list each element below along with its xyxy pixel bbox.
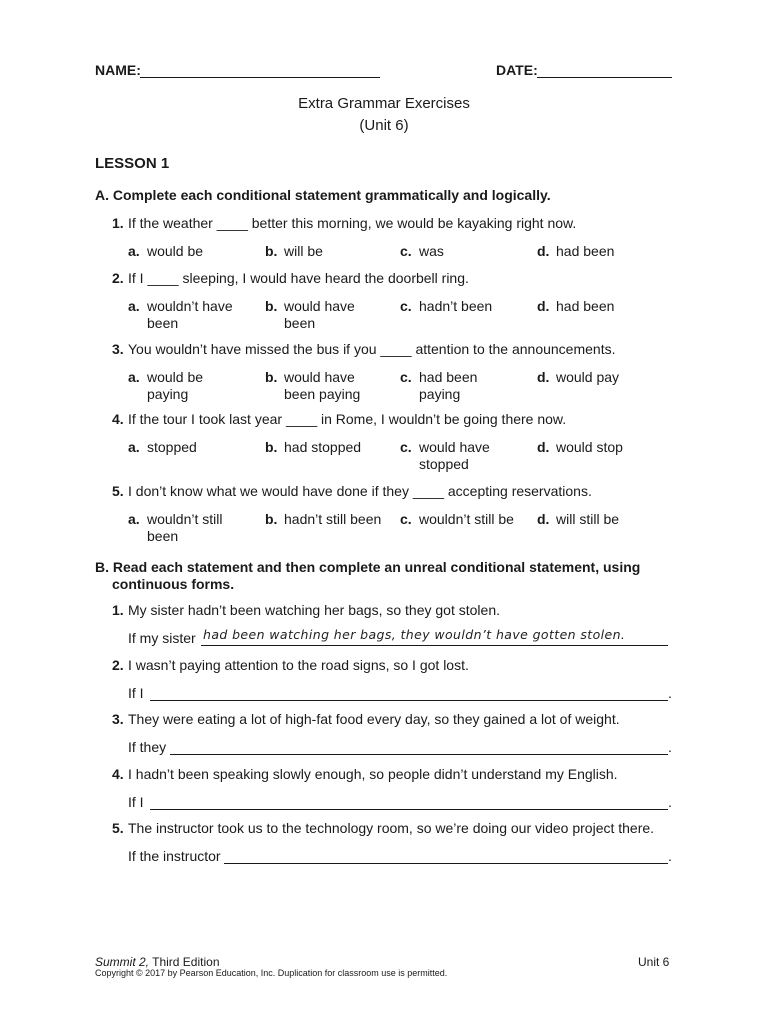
answer-option[interactable] xyxy=(537,243,656,260)
item-prompt: If my sister xyxy=(128,630,196,646)
answer-option[interactable] xyxy=(537,369,656,386)
section-b-heading: B. Read each statement and then complete an unreal conditional statement, using xyxy=(95,559,641,575)
option-text: will still be xyxy=(556,511,620,527)
option-letter: d. xyxy=(537,439,550,455)
option-text: was xyxy=(419,243,444,259)
answer-option[interactable] xyxy=(537,511,656,528)
option-letter: b. xyxy=(265,243,278,259)
option-text: wouldn’t still been xyxy=(147,511,223,544)
option-text: will be xyxy=(284,243,323,259)
item-number: 1. xyxy=(112,602,124,618)
answer-option[interactable] xyxy=(265,511,384,528)
footer-unit: Unit 6 xyxy=(638,955,670,969)
question-text: If I ____ sleeping, I would have heard the doorbell ring. xyxy=(128,270,469,286)
item-prompt: If the instructor xyxy=(128,848,221,864)
answer-option[interactable] xyxy=(265,439,384,456)
footer-book-title: Summit 2, xyxy=(95,955,150,969)
option-letter: a. xyxy=(128,369,140,385)
answer-option[interactable] xyxy=(400,243,529,260)
option-letter: c. xyxy=(400,369,412,385)
lesson-heading: LESSON 1 xyxy=(95,155,170,172)
answer-option[interactable] xyxy=(128,298,242,332)
answer-line[interactable] xyxy=(224,863,668,864)
date-label: DATE: xyxy=(496,62,538,78)
option-letter: b. xyxy=(265,439,278,455)
item-number: 4. xyxy=(112,766,124,782)
question-number: 4. xyxy=(112,411,124,427)
option-letter: c. xyxy=(400,511,412,527)
option-text: would pay xyxy=(556,369,620,385)
answer-option[interactable] xyxy=(265,369,384,403)
item-number: 3. xyxy=(112,711,124,727)
footer-edition: Third Edition xyxy=(149,955,220,969)
question-text: If the weather ____ better this morning, we would be kayaking right now. xyxy=(128,215,577,231)
name-label: NAME: xyxy=(95,62,141,78)
question-number: 1. xyxy=(112,215,124,231)
option-letter: a. xyxy=(128,243,140,259)
option-text: had been paying xyxy=(419,369,478,402)
item-statement: I wasn’t paying attention to the road signs, so I got lost. xyxy=(128,657,469,673)
item-statement: The instructor took us to the technology room, so we’re doing our video project there. xyxy=(128,820,655,836)
option-text: wouldn’t still be xyxy=(419,511,514,527)
answer-line[interactable] xyxy=(170,754,668,755)
section-b-heading-cont: continuous forms. xyxy=(112,576,235,592)
date-field[interactable] xyxy=(537,77,672,78)
option-letter: b. xyxy=(265,298,278,314)
question-number: 3. xyxy=(112,341,124,357)
answer-line[interactable] xyxy=(150,700,668,701)
footer-copyright: Copyright © 2017 by Pearson Education, Inc. Duplication for classroom use is permitted. xyxy=(95,968,448,978)
answer-option[interactable] xyxy=(400,298,529,315)
question-text: If the tour I took last year ____ in Rome, I wouldn’t be going there now. xyxy=(128,411,567,427)
question-number: 2. xyxy=(112,270,124,286)
answer-option[interactable] xyxy=(400,369,529,403)
answer-option[interactable] xyxy=(128,369,242,403)
item-number: 2. xyxy=(112,657,124,673)
item-prompt: If I xyxy=(128,794,144,810)
option-text: had been xyxy=(556,243,615,259)
option-letter: d. xyxy=(537,511,550,527)
answer-line[interactable] xyxy=(150,809,668,810)
section-a-heading: A. Complete each conditional statement grammatically and logically. xyxy=(95,187,551,203)
line-period: . xyxy=(668,739,672,755)
question-text: I don’t know what we would have done if they ____ accepting reservations. xyxy=(128,483,592,499)
item-statement: My sister hadn’t been watching her bags, so they got stolen. xyxy=(128,602,500,618)
answer-option[interactable] xyxy=(537,439,656,456)
item-number: 5. xyxy=(112,820,124,836)
item-prompt: If I xyxy=(128,685,144,701)
item-statement: They were eating a lot of high-fat food every day, so they gained a lot of weight. xyxy=(128,711,620,727)
answer-option[interactable] xyxy=(128,511,242,545)
option-letter: d. xyxy=(537,369,550,385)
question-number: 5. xyxy=(112,483,124,499)
line-period: . xyxy=(668,794,672,810)
option-text: wouldn’t have been xyxy=(147,298,233,331)
option-letter: b. xyxy=(265,511,278,527)
answer-option[interactable] xyxy=(128,439,242,456)
option-text: would have been xyxy=(284,298,355,331)
handwritten-answer: had been watching her bags, they wouldn’t have gotten stolen. xyxy=(203,627,626,642)
option-letter: c. xyxy=(400,439,412,455)
option-text: hadn’t still been xyxy=(284,511,382,527)
line-period: . xyxy=(668,848,672,864)
option-text: stopped xyxy=(147,439,197,455)
question-text: You wouldn’t have missed the bus if you ____ attention to the announcements. xyxy=(128,341,616,357)
item-prompt: If they xyxy=(128,739,167,755)
option-text: would stop xyxy=(556,439,623,455)
option-letter: c. xyxy=(400,298,412,314)
name-field[interactable] xyxy=(140,77,380,78)
page-title: Extra Grammar Exercises xyxy=(298,95,470,112)
option-letter: d. xyxy=(537,243,550,259)
option-text: had been xyxy=(556,298,615,314)
answer-option[interactable] xyxy=(265,243,384,260)
page-subtitle: (Unit 6) xyxy=(359,117,409,134)
answer-line[interactable] xyxy=(201,645,668,646)
option-letter: a. xyxy=(128,511,140,527)
option-text: would be paying xyxy=(147,369,204,402)
item-statement: I hadn’t been speaking slowly enough, so people didn’t understand my English. xyxy=(128,766,618,782)
answer-option[interactable] xyxy=(400,439,529,473)
option-text: would have stopped xyxy=(419,439,490,472)
option-letter: a. xyxy=(128,439,140,455)
line-period: . xyxy=(668,685,672,701)
footer-book xyxy=(95,955,220,969)
option-letter: c. xyxy=(400,243,412,259)
option-letter: a. xyxy=(128,298,140,314)
option-text: hadn’t been xyxy=(419,298,493,314)
answer-option[interactable] xyxy=(400,511,529,528)
answer-option[interactable] xyxy=(265,298,384,332)
option-text: had stopped xyxy=(284,439,362,455)
option-text: would have been paying xyxy=(284,369,361,402)
answer-option[interactable] xyxy=(537,298,656,315)
answer-option[interactable] xyxy=(128,243,242,260)
option-text: would be xyxy=(147,243,204,259)
option-letter: b. xyxy=(265,369,278,385)
option-letter: d. xyxy=(537,298,550,314)
